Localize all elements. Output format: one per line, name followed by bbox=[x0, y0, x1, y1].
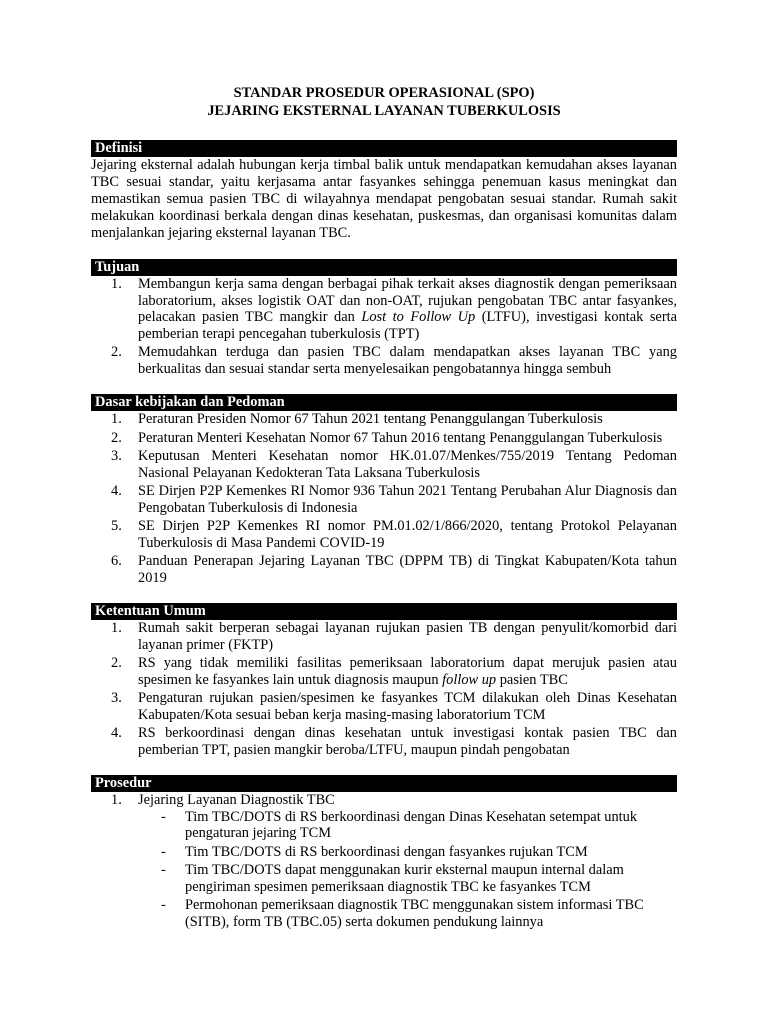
ketentuan-item bbox=[91, 690, 677, 723]
dasar-item bbox=[91, 518, 677, 551]
list-item-text: Peraturan Presiden Nomor 67 Tahun 2021 tentang Penanggulangan Tuberkulosis bbox=[138, 411, 603, 427]
dasar-list bbox=[91, 411, 677, 586]
list-item-text: Pengaturan rujukan pasien/spesimen ke fasyankes TCM dilakukan oleh Dinas Kesehatan Kabupaten/Kota sesuai beban kerja masing-masing laboratorium TCM bbox=[138, 690, 677, 723]
list-item-text: Rumah sakit berperan sebagai layanan rujukan pasien TB dengan penyulit/komorbid dari layanan primer (FKTP) bbox=[138, 620, 677, 653]
prosedur-item bbox=[91, 792, 677, 809]
subitem-text: Permohonan pemeriksaan diagnostik TBC menggunakan sistem informasi TBC (SITB), form TB (TBC.05) serta dokumen pendukung lainnya bbox=[185, 897, 644, 930]
ketentuan-list bbox=[91, 620, 677, 758]
prosedur-list bbox=[91, 792, 677, 809]
document-page bbox=[91, 84, 677, 930]
document-title-line-1: STANDAR PROSEDUR OPERASIONAL (SPO) bbox=[233, 85, 535, 101]
ketentuan-item bbox=[91, 620, 677, 653]
dash-bullet: - bbox=[161, 808, 166, 825]
list-item-text: SE Dirjen P2P Kemenkes RI nomor PM.01.02/1/866/2020, tentang Protokol Pelayanan Tuberkulosis di Masa Pandemi COVID-19 bbox=[138, 518, 677, 551]
list-item-text: Memudahkan terduga dan pasien TBC dalam mendapatkan akses layanan TBC yang berkualitas dan sesuai standar serta menyelesaikan pengobatannya hingga sembuh bbox=[138, 344, 677, 377]
dasar-item bbox=[91, 430, 677, 447]
list-number: 4. bbox=[111, 725, 122, 741]
list-item-text: RS berkoordinasi dengan dinas kesehatan untuk investigasi kontak pasien TBC dan pemberian TPT, pasien mangkir beroba/LTFU, maupun pindah pengobatan bbox=[138, 725, 677, 758]
list-number: 6. bbox=[111, 553, 122, 569]
dash-bullet: - bbox=[161, 897, 166, 913]
list-item-text-italic: Lost to Follow Up bbox=[361, 309, 476, 325]
list-number: 1. bbox=[111, 792, 122, 808]
list-number: 1. bbox=[111, 620, 122, 636]
list-number: 2. bbox=[111, 344, 122, 360]
tujuan-item bbox=[91, 344, 677, 377]
list-item-text: SE Dirjen P2P Kemenkes RI Nomor 936 Tahun 2021 Tentang Perubahan Alur Diagnosis dan Pengobatan Tuberkulosis di Indonesia bbox=[138, 483, 677, 516]
list-number: 1. bbox=[111, 411, 122, 427]
list-number: 4. bbox=[111, 483, 122, 499]
list-number: 1. bbox=[111, 276, 122, 292]
list-item-text: Membangun kerja sama dengan berbagai pihak terkait akses diagnostik dengan pemeriksaan laboratorium, akses logistik OAT dan non-OAT, rujukan pengobatan TBC antar fasyankes, pelacakan pasien TBC mangkir dan bbox=[138, 276, 677, 325]
subitem-text: Tim TBC/DOTS di RS berkoordinasi dengan Dinas Kesehatan setempat untuk pengaturan jejaring TCM bbox=[185, 808, 638, 841]
dasar-item bbox=[91, 411, 677, 428]
list-item-text: Keputusan Menteri Kesehatan nomor HK.01.07/Menkes/755/2019 Tentang Pedoman Nasional Pelayanan Kedokteran Tata Laksana Tuberkulosis bbox=[138, 448, 677, 481]
tujuan-item bbox=[91, 276, 677, 342]
section-header-definisi: Definisi bbox=[91, 140, 677, 157]
dasar-item bbox=[91, 448, 677, 481]
prosedur-subitem bbox=[91, 862, 677, 895]
dash-bullet: - bbox=[161, 843, 166, 860]
list-number: 2. bbox=[111, 655, 122, 671]
ketentuan-item bbox=[91, 725, 677, 758]
prosedur-subitem bbox=[91, 897, 677, 930]
list-number: 3. bbox=[111, 448, 122, 464]
dasar-item bbox=[91, 483, 677, 516]
list-number: 2. bbox=[111, 429, 122, 446]
list-item-text: (LTFU), investigasi kontak serta pemberian terapi pencegahan tuberkulosis (TPT) bbox=[138, 309, 677, 342]
dasar-item bbox=[91, 553, 677, 586]
list-number: 3. bbox=[111, 690, 122, 706]
section-header-ketentuan-umum: Ketentuan Umum bbox=[91, 603, 677, 620]
document-title-line-2: JEJARING EKSTERNAL LAYANAN TUBERKULOSIS bbox=[207, 103, 561, 119]
prosedur-subitem bbox=[91, 844, 677, 861]
section-header-tujuan: Tujuan bbox=[91, 259, 677, 276]
list-item-text: Peraturan Menteri Kesehatan Nomor 67 Tahun 2016 tentang Penanggulangan Tuberkulosis bbox=[138, 429, 663, 446]
list-item-text-italic: follow up bbox=[442, 671, 497, 688]
prosedur-subitem bbox=[91, 809, 677, 842]
list-item-text: pasien TBC bbox=[496, 671, 568, 688]
list-item-text: Jejaring Layanan Diagnostik TBC bbox=[138, 792, 335, 808]
definisi-text: Jejaring eksternal adalah hubungan kerja timbal balik untuk mendapatkan kemudahan akses layanan TBC sesuai standar, yaitu kerjasama antar fasyankes sehingga penemuan kasus meningkat dan memastikan semua pasien TBC di wilayahnya mendapat pengobatan sesuai standar. Rumah sakit melakukan koordinasi berkala dengan dinas kesehatan, puskesmas, dan organisasi komunitas dalam menjalankan jejaring eksternal layanan TBC. bbox=[91, 157, 677, 241]
subitem-text: Tim TBC/DOTS dapat menggunakan kurir eksternal maupun internal dalam pengiriman spesimen pemeriksaan diagnostik TBC ke fasyankes TCM bbox=[185, 862, 624, 895]
prosedur-sublist bbox=[91, 809, 677, 931]
list-item-text: Panduan Penerapan Jejaring Layanan TBC (DPPM TB) di Tingkat Kabupaten/Kota tahun 2019 bbox=[138, 553, 677, 586]
dash-bullet: - bbox=[161, 862, 166, 878]
ketentuan-item bbox=[91, 655, 677, 688]
list-number: 5. bbox=[111, 518, 122, 534]
tujuan-list bbox=[91, 276, 677, 377]
section-header-dasar-kebijakan: Dasar kebijakan dan Pedoman bbox=[91, 394, 677, 411]
subitem-text: Tim TBC/DOTS di RS berkoordinasi dengan fasyankes rujukan TCM bbox=[185, 843, 588, 860]
list-item-text: RS yang tidak memiliki fasilitas pemeriksaan laboratorium dapat merujuk pasien atau spesimen ke fasyankes lain untuk diagnosis maupun bbox=[138, 655, 677, 688]
section-header-prosedur: Prosedur bbox=[91, 775, 677, 792]
